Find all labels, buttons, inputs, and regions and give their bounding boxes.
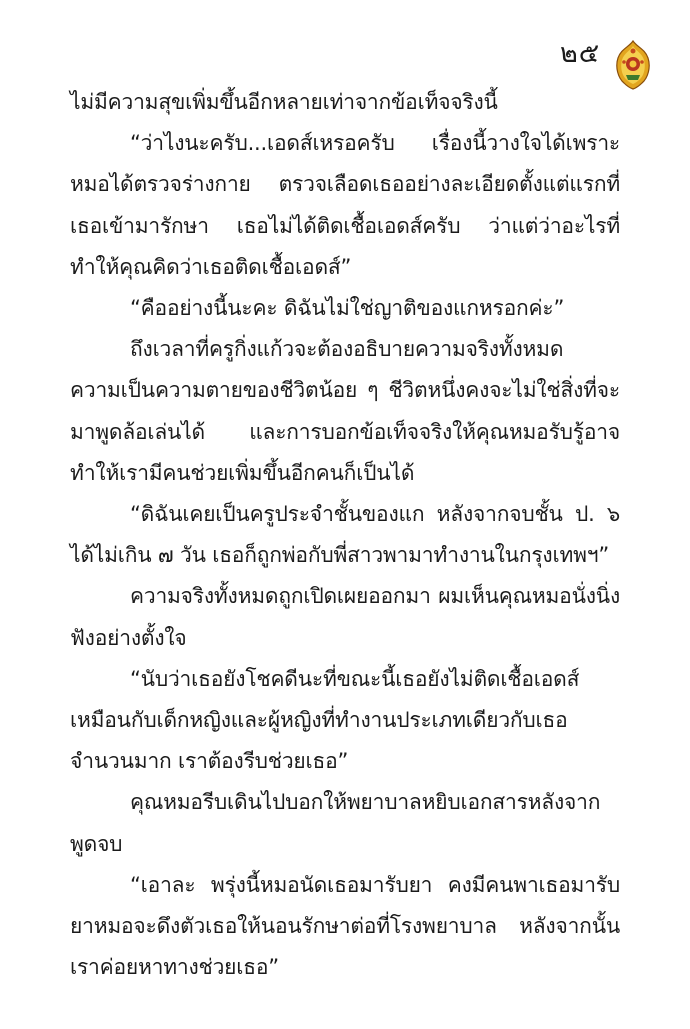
paragraph-2: “ว่าไงนะครับ...เอดส์เหรอครับ เรื่องนี้วางใจได้เพราะหมอได้ตรวจร่างกาย ตรวจเลือดเธออย่างละเอียดตั้งแต่แรกที่เธอเข้ามารักษา เธอไม่ได้ติดเชื้อเอดส์ครับ ว่าแต่ว่าอะไรที่ทำให้คุณคิดว่าเธอติดเชื้อเอดส์” bbox=[70, 131, 620, 279]
body-text bbox=[70, 82, 620, 988]
paragraph-4: ถึงเวลาที่ครูกิ่งแก้วจะต้องอธิบายความจริงทั้งหมด ความเป็นความตายของชีวิตน้อย ๆ ชีวิตหนึ่งคงจะไม่ใช่สิ่งที่จะมาพูดล้อเล่นได้ และการบอกข้อเท็จจริงให้คุณหมอรับรู้อาจทำให้เรามีคนช่วยเพิ่มขึ้นอีกคนก็เป็นได้ bbox=[70, 337, 620, 485]
page-number: ๒๕ bbox=[560, 38, 601, 69]
paragraph-3: “คืออย่างนี้นะคะ ดิฉันไม่ใช่ญาติของแกหรอกค่ะ” bbox=[130, 296, 565, 321]
paragraph-1: ไม่มีความสุขเพิ่มขึ้นอีกหลายเท่าจากข้อเท็จจริงนี้ bbox=[70, 90, 498, 114]
paragraph-7: “นับว่าเธอยังโชคดีนะที่ขณะนี้เธอยังไม่ติดเชื้อเอดส์เหมือนกับเด็กหญิงและผู้หญิงที่ทำงานประเภทเดียวกับเธอจำนวนมาก เราต้องรีบช่วยเธอ” bbox=[70, 666, 580, 774]
paragraph-9: “เอาละ พรุ่งนี้หมอนัดเธอมารับยา คงมีคนพาเธอมารับยาหมอจะดึงตัวเธอให้นอนรักษาต่อที่โรงพยาบาล หลังจากนั้นเราค่อยหาทางช่วยเธอ” bbox=[70, 872, 620, 980]
paragraph-5: “ดิฉันเคยเป็นครูประจำชั้นของแก หลังจากจบชั้น ป. ๖ ได้ไม่เกิน ๗ วัน เธอก็ถูกพ่อกับพี่สาวพามาทำงานในกรุงเทพฯ” bbox=[70, 502, 620, 568]
paragraph-6: ความจริงทั้งหมดถูกเปิดเผยออกมา ผมเห็นคุณหมอนั่งนิ่งฟังอย่างตั้งใจ bbox=[70, 584, 620, 650]
paragraph-8: คุณหมอรีบเดินไปบอกให้พยาบาลหยิบเอกสารหลังจากพูดจบ bbox=[70, 790, 601, 856]
